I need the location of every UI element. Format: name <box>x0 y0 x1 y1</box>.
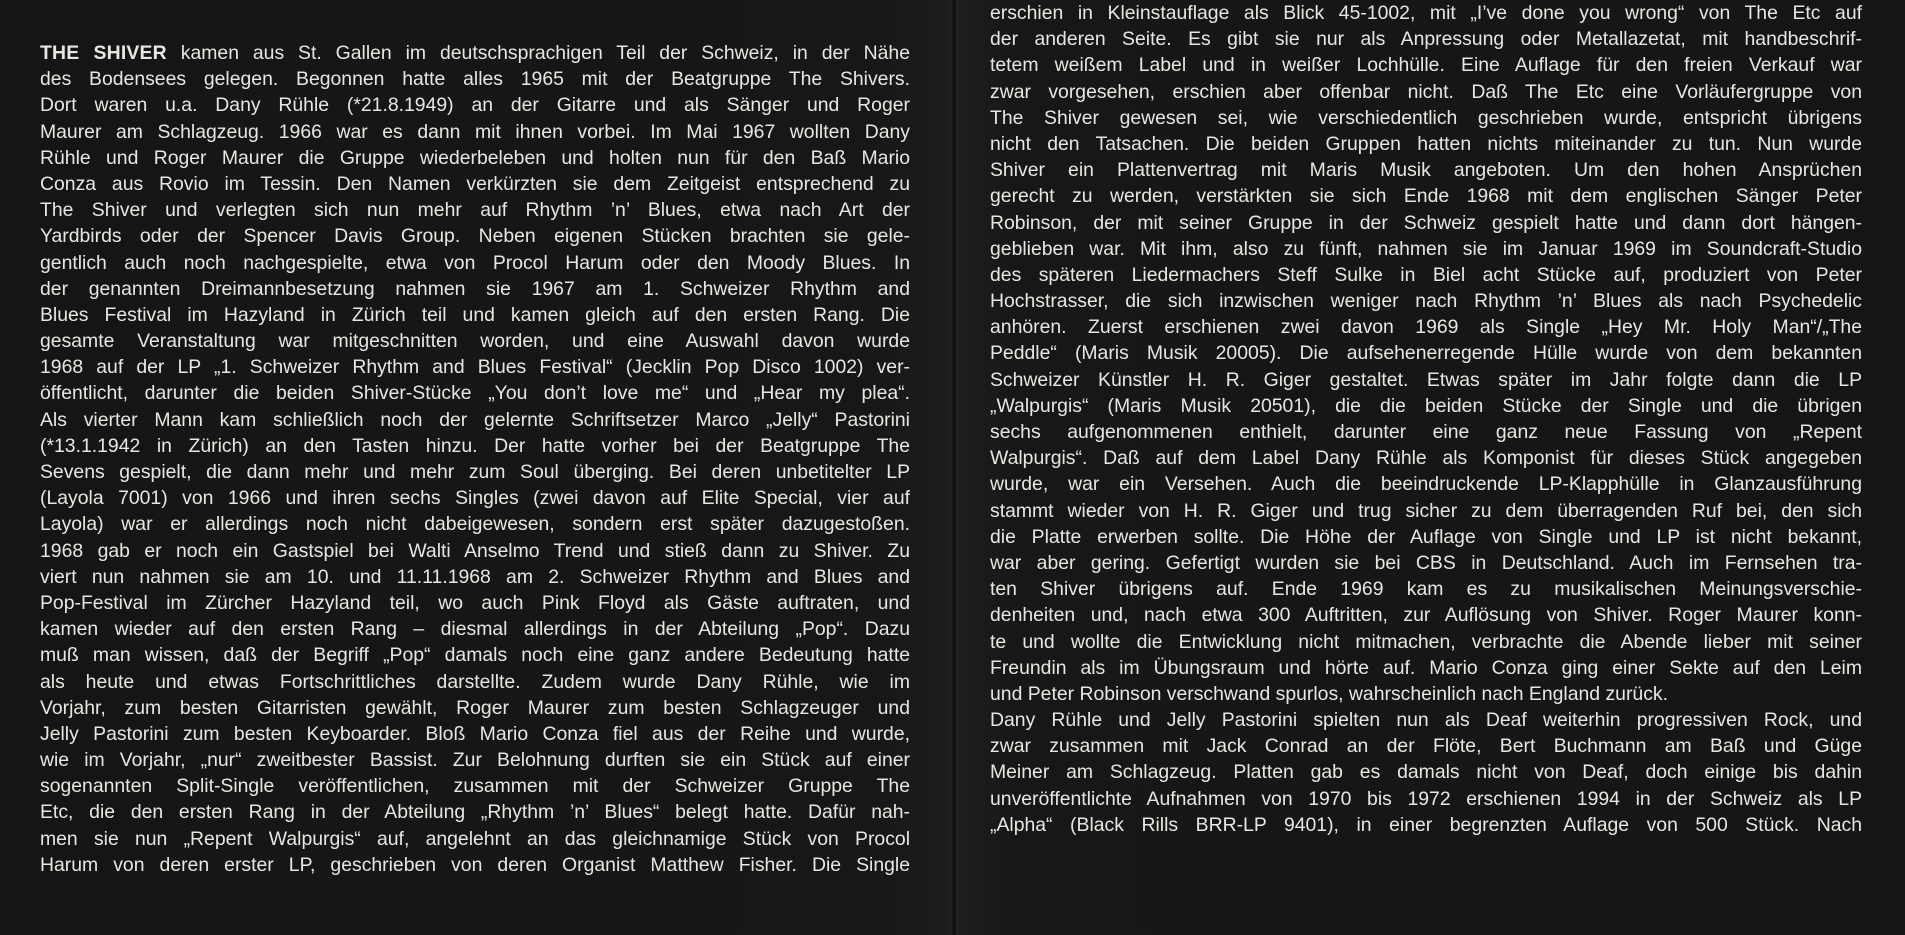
text-line: stammt wieder von H. R. Giger und trug sicher zu dem überragenden Ruf bei, den sich <box>990 499 1862 522</box>
text-line: wie im Vorjahr, „nur“ zweitbester Bassist. Zur Belohnung durften sie ein Stück auf einer <box>40 749 910 772</box>
text-line: Freundin als im Übungsraum und hörte auf. Mario Conza ging einer Sekte auf den Leim <box>990 656 1862 679</box>
text-line: ten Shiver übrigens auf. Ende 1969 kam es zu musikalischen Meinungsverschie- <box>990 578 1862 601</box>
text-line: Rühle und Roger Maurer die Gruppe wiederbeleben und holten nun für den Baß Mario <box>40 146 910 169</box>
text-line: und Peter Robinson verschwand spurlos, wahrscheinlich nach England zurück. <box>990 682 1668 705</box>
text-line: gesamte Veranstaltung war mitgeschnitten worden, und eine Auswahl davon wurde <box>40 330 910 353</box>
text-line: sechs aufgenommenen enthielt, darunter eine ganz neue Fassung von „Repent <box>990 421 1862 443</box>
text-line: nicht den Tatsachen. Die beiden Gruppen hatten nichts miteinander zu tun. Nun wurde <box>990 132 1862 155</box>
band-name-lead: THE SHIVER <box>40 42 167 64</box>
text-line: kamen wieder auf den ersten Rang – diesmal allerdings in der Abteilung „Pop“. Dazu <box>40 618 910 641</box>
first-line-rest: kamen aus St. Gallen im deutschsprachigen Teil der Schweiz, in der Nähe <box>166 42 910 64</box>
text-line: geblieben war. Mit ihm, also zu fünft, nahmen sie im Januar 1969 im Soundcraft-Studio <box>990 237 1862 260</box>
text-line: Maurer am Schlagzeug. 1966 war es dann mit ihnen vorbei. Im Mai 1967 wollten Dany <box>40 120 910 143</box>
left-page <box>0 0 950 935</box>
text-line: die Platte erwerben sollte. Die Höhe der Auflage von Single und LP ist nicht bekannt, <box>990 525 1862 548</box>
text-line: wurde, war ein Versehen. Auch die beeindruckende LP-Klapphülle in Glanzausführung <box>990 473 1862 496</box>
text-line: Etc, die den ersten Rang in der Abteilung „Rhythm ’n’ Blues“ belegt hatte. Dafür nah- <box>40 801 910 824</box>
text-line: The Shiver gewesen sei, wie verschiedentlich geschrieben wurde, entspricht übrigens <box>990 106 1862 129</box>
text-line: Yardbirds oder der Spencer Davis Group. Neben eigenen Stücken brachten sie gele- <box>40 225 910 248</box>
page-gutter <box>950 0 958 935</box>
text-line: des Bodensees gelegen. Begonnen hatte alles 1965 mit der Beatgruppe The Shivers. <box>40 68 910 91</box>
text-line: men sie nun „Repent Walpurgis“ auf, angelehnt an das gleichnamige Stück von Procol <box>40 827 910 850</box>
text-line: anhören. Zuerst erschienen zwei davon 1969 als Single „Hey Mr. Holy Man“/„The <box>990 316 1862 339</box>
text-line: Peddle“ (Maris Musik 20005). Die aufsehenerregende Hülle wurde von dem bekannten <box>990 342 1862 365</box>
text-line: Meiner am Schlagzeug. Platten gab es damals nicht von Deaf, doch einige bis dahin <box>990 761 1862 784</box>
text-line: The Shiver und verlegten sich nun mehr auf Rhythm ’n’ Blues, etwa nach Art der <box>40 199 910 222</box>
text-line: Jelly Pastorini zum besten Keyboarder. Bloß Mario Conza fiel aus der Reihe und wurde, <box>40 722 910 745</box>
text-line: gentlich auch noch nachgespielte, etwa von Procol Harum oder den Moody Blues. In <box>40 251 910 274</box>
text-line: als heute und etwas Fortschrittliches darstellte. Zudem wurde Dany Rühle, wie im <box>40 670 910 693</box>
text-line: Pop-Festival im Zürcher Hazyland teil, wo auch Pink Floyd als Gäste auftraten, und <box>40 591 910 614</box>
text-line: Harum von deren erster LP, geschrieben von deren Organist Matthew Fisher. Die Single <box>40 853 910 876</box>
text-line: zwar vorgesehen, erschien aber offenbar nicht. Daß The Etc eine Vorläufergruppe von <box>990 80 1862 103</box>
left-page-text <box>40 40 910 878</box>
text-line: unveröffentlichte Aufnahmen von 1970 bis 1972 erschienen 1994 in der Schweiz als LP <box>990 787 1862 810</box>
text-line: zwar zusammen mit Jack Conrad an der Flöte, Bert Buchmann am Baß und Güge <box>990 735 1862 758</box>
text-line: tetem weißem Label und in weißer Lochhülle. Eine Auflage für den freien Verkauf war <box>990 54 1862 77</box>
text-line: „Alpha“ (Black Rills BRR-LP 9401), in einer begrenzten Auflage von 500 Stück. Nach <box>990 813 1862 836</box>
text-line: Als vierter Mann kam schließlich noch der gelernte Schriftsetzer Marco „Jelly“ Pastorini <box>40 408 910 431</box>
text-line: der genannten Dreimannbesetzung nahmen sie 1967 am 1. Schweizer Rhythm and <box>40 277 910 300</box>
text-line: sogenannten Split-Single veröffentlichen, zusammen mit der Schweizer Gruppe The <box>40 775 910 798</box>
text-line: war aber gering. Gefertigt wurden sie bei CBS in Deutschland. Auch im Fernsehen tra- <box>990 551 1862 574</box>
text-line: viert nun nahmen sie am 10. und 11.11.1968 am 2. Schweizer Rhythm and Blues and <box>40 565 910 588</box>
text-line: öffentlicht, darunter die beiden Shiver-Stücke „You don’t love me“ und „Hear my plea“. <box>40 382 910 405</box>
text-line <box>40 40 910 66</box>
text-line: der anderen Seite. Es gibt sie nur als Anpressung oder Metallazetat, mit handbeschrif- <box>990 28 1862 51</box>
text-line: erschien in Kleinstauflage als Blick 45-1002, mit „I’ve done you wrong“ von The Etc auf <box>990 2 1862 24</box>
text-line: Conza aus Rovio im Tessin. Den Namen verkürzten sie dem Zeitgeist entsprechend zu <box>40 172 910 195</box>
text-line: gerecht zu werden, verstärkten sie sich Ende 1968 mit dem englischen Sänger Peter <box>990 185 1862 208</box>
text-line: (Layola 7001) von 1966 und ihren sechs Singles (zwei davon auf Elite Special, vier auf <box>40 487 910 510</box>
text-line: te und wollte die Entwicklung nicht mitmachen, verbrachte die Abende lieber mit seiner <box>990 630 1862 653</box>
text-line: Dany Rühle und Jelly Pastorini spielten nun als Deaf weiterhin progressiven Rock, und <box>990 709 1862 732</box>
text-line: Shiver ein Plattenvertrag mit Maris Musik angeboten. Um den hohen Ansprüchen <box>990 159 1862 182</box>
right-page <box>958 0 1905 935</box>
text-line: 1968 gab er noch ein Gastspiel bei Walti Anselmo Trend und stieß dann zu Shiver. Zu <box>40 539 910 562</box>
text-line: des späteren Liedermachers Steff Sulke in Biel acht Stücke auf, produziert von Peter <box>990 263 1862 286</box>
text-line: muß man wissen, daß der Begriff „Pop“ damals noch eine ganz andere Bedeutung hatte <box>40 644 910 667</box>
text-line: „Walpurgis“ (Maris Musik 20501), die die beiden Stücke der Single und die übrigen <box>990 394 1862 417</box>
text-line: Robinson, der mit seiner Gruppe in der Schweiz gespielt hatte und dann dort hängen- <box>990 211 1862 234</box>
text-line: Layola) war er allerdings noch nicht dabeigewesen, sondern erst später dazugestoßen. <box>40 513 910 536</box>
text-line: Walpurgis“. Daß auf dem Label Dany Rühle als Komponist für dieses Stück angegeben <box>990 447 1862 470</box>
text-line: Sevens gespielt, die dann mehr und mehr zum Soul überging. Bei deren unbetitelter LP <box>40 461 910 483</box>
text-line: Hochstrasser, die sich inzwischen weniger nach Rhythm ’n’ Blues als nach Psychedelic <box>990 290 1862 313</box>
right-page-text <box>990 0 1862 838</box>
text-line: Vorjahr, zum besten Gitarristen gewählt, Roger Maurer zum besten Schlagzeuger und <box>40 696 910 719</box>
text-line: 1968 auf der LP „1. Schweizer Rhythm and Blues Festival“ (Jecklin Pop Disco 1002) ver- <box>40 356 910 379</box>
text-line: Dort waren u.a. Dany Rühle (*21.8.1949) an der Gitarre und als Sänger und Roger <box>40 94 910 117</box>
text-line: denheiten und, nach etwa 300 Auftritten, zur Auflösung von Shiver. Roger Maurer konn- <box>990 604 1862 627</box>
text-line: (*13.1.1942 in Zürich) an den Tasten hinzu. Der hatte vorher bei der Beatgruppe The <box>40 434 910 457</box>
text-line: Schweizer Künstler H. R. Giger gestaltet. Etwas später im Jahr folgte dann die LP <box>990 368 1862 391</box>
text-line: Blues Festival im Hazyland in Zürich teil und kamen gleich auf den ersten Rang. Die <box>40 303 910 326</box>
